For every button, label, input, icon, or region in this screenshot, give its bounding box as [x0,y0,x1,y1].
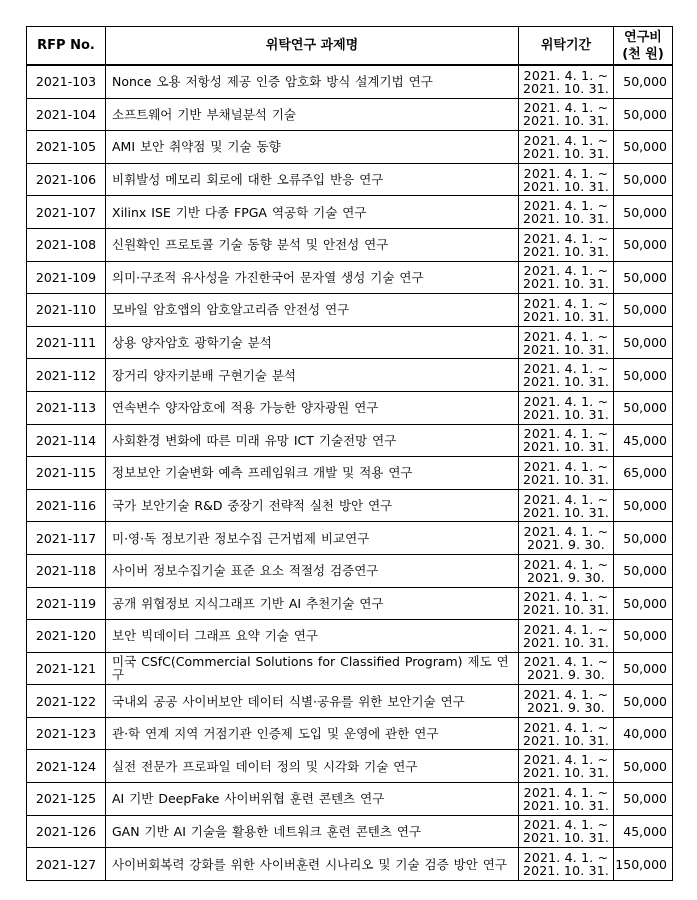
budget-value: 50,000 [614,652,673,685]
table-row [27,848,673,881]
period-start: 2021. 4. 1. ~ [523,719,609,735]
research-period [519,685,614,718]
rfp-number: 2021-119 [27,587,106,620]
rfp-number: 2021-117 [27,522,106,555]
table-row [27,228,673,261]
rfp-number: 2021-104 [27,98,106,131]
table-row [27,359,673,392]
period-end: 2021. 10. 31. [522,243,610,259]
rfp-number: 2021-127 [27,848,106,881]
header-budget-line1: 연구비 [624,29,662,45]
project-title: 국가 보안기술 R&D 중장기 전략적 실천 방안 연구 [106,489,519,522]
rfp-number: 2021-107 [27,196,106,229]
period-start: 2021. 4. 1. ~ [523,295,609,311]
period-end: 2021. 10. 31. [522,308,610,324]
budget-value: 50,000 [614,620,673,653]
project-title: 신원확인 프로토콜 기술 동향 분석 및 안전성 연구 [106,228,519,261]
project-title: 의미·구조적 유사성을 가진한국어 문자열 생성 기술 연구 [106,261,519,294]
table-row [27,815,673,848]
research-period [519,294,614,327]
period-end: 2021. 10. 31. [522,113,610,129]
project-title: Xilinx ISE 기반 다종 FPGA 역공학 기술 연구 [106,196,519,229]
project-title: 상용 양자암호 광학기술 분석 [106,326,519,359]
rfp-number: 2021-112 [27,359,106,392]
period-end: 2021. 10. 31. [522,765,610,781]
period-end: 2021. 10. 31. [522,732,610,748]
rfp-number: 2021-124 [27,750,106,783]
project-title: 실전 전문가 프로파일 데이터 정의 및 시각화 기술 연구 [106,750,519,783]
budget-value: 50,000 [614,391,673,424]
research-period [519,391,614,424]
table-row [27,424,673,457]
header-budget-line2: (천 원) [622,46,664,62]
budget-value: 50,000 [614,489,673,522]
research-period [519,424,614,457]
period-end: 2021. 10. 31. [522,341,610,357]
research-period [519,783,614,816]
period-end: 2021. 10. 31. [522,439,610,455]
table-row [27,131,673,164]
rfp-number: 2021-103 [27,65,106,98]
project-title: 사이버회복력 강화를 위한 사이버훈련 시나리오 및 기술 검증 방안 연구 [106,848,519,881]
table-row [27,783,673,816]
rfp-number: 2021-123 [27,717,106,750]
period-start: 2021. 4. 1. ~ [523,524,609,540]
budget-value: 50,000 [614,261,673,294]
table-row [27,326,673,359]
period-end: 2021. 10. 31. [522,634,610,650]
research-period [519,228,614,261]
header-title: 위탁연구 과제명 [106,27,519,66]
period-start: 2021. 4. 1. ~ [523,426,609,442]
period-start: 2021. 4. 1. ~ [523,654,609,670]
research-period [519,717,614,750]
research-period [519,98,614,131]
table-row [27,489,673,522]
table-row [27,587,673,620]
period-end: 2021. 9. 30. [527,569,605,585]
budget-value: 50,000 [614,294,673,327]
period-start: 2021. 4. 1. ~ [523,589,609,605]
period-start: 2021. 4. 1. ~ [523,230,609,246]
period-start: 2021. 4. 1. ~ [523,132,609,148]
project-title: 사이버 정보수집기술 표준 요소 적절성 검증연구 [106,554,519,587]
period-end: 2021. 10. 31. [522,80,610,96]
rfp-number: 2021-105 [27,131,106,164]
period-end: 2021. 10. 31. [522,374,610,390]
period-start: 2021. 4. 1. ~ [523,556,609,572]
rfp-number: 2021-108 [27,228,106,261]
period-start: 2021. 4. 1. ~ [523,393,609,409]
table-row [27,620,673,653]
research-period [519,652,614,685]
research-period [519,65,614,98]
budget-value: 45,000 [614,815,673,848]
budget-value: 50,000 [614,750,673,783]
rfp-table [26,26,673,881]
table-row [27,554,673,587]
period-end: 2021. 9. 30. [527,537,605,553]
period-start: 2021. 4. 1. ~ [523,458,609,474]
table-row [27,652,673,685]
period-start: 2021. 4. 1. ~ [523,100,609,116]
project-title: 모바일 암호앱의 암호알고리즘 안전성 연구 [106,294,519,327]
project-title: 연속변수 양자암호에 적용 가능한 양자광원 연구 [106,391,519,424]
budget-value: 50,000 [614,587,673,620]
period-end: 2021. 10. 31. [522,830,610,846]
period-start: 2021. 4. 1. ~ [523,67,609,83]
research-period [519,261,614,294]
table-row [27,685,673,718]
rfp-number: 2021-109 [27,261,106,294]
period-end: 2021. 9. 30. [527,700,605,716]
research-period [519,163,614,196]
period-start: 2021. 4. 1. ~ [523,491,609,507]
project-title: AI 기반 DeepFake 사이버위협 훈련 콘텐츠 연구 [106,783,519,816]
period-start: 2021. 4. 1. ~ [523,328,609,344]
research-period [519,457,614,490]
table-row [27,163,673,196]
table-row [27,391,673,424]
budget-value: 50,000 [614,228,673,261]
project-title: Nonce 오용 저항성 제공 인증 암호화 방식 설계기법 연구 [106,65,519,98]
rfp-number: 2021-113 [27,391,106,424]
period-end: 2021. 10. 31. [522,863,610,879]
rfp-number: 2021-116 [27,489,106,522]
table-row [27,261,673,294]
research-period [519,522,614,555]
period-end: 2021. 10. 31. [522,178,610,194]
period-start: 2021. 4. 1. ~ [523,198,609,214]
project-title: 공개 위협정보 지식그래프 기반 AI 추천기술 연구 [106,587,519,620]
research-period [519,489,614,522]
research-period [519,196,614,229]
table-row [27,457,673,490]
research-period [519,815,614,848]
header-budget [614,27,673,66]
table-row [27,294,673,327]
rfp-number: 2021-115 [27,457,106,490]
period-start: 2021. 4. 1. ~ [523,817,609,833]
budget-value: 50,000 [614,196,673,229]
period-end: 2021. 10. 31. [522,504,610,520]
period-start: 2021. 4. 1. ~ [523,687,609,703]
header-rfp-no: RFP No. [27,27,106,66]
rfp-number: 2021-111 [27,326,106,359]
period-end: 2021. 10. 31. [522,471,610,487]
table-row [27,196,673,229]
budget-value: 40,000 [614,717,673,750]
period-start: 2021. 4. 1. ~ [523,165,609,181]
period-end: 2021. 10. 31. [522,211,610,227]
budget-value: 50,000 [614,131,673,164]
rfp-number: 2021-106 [27,163,106,196]
period-end: 2021. 10. 31. [522,797,610,813]
rfp-number: 2021-122 [27,685,106,718]
table-row [27,750,673,783]
research-period [519,848,614,881]
rfp-number: 2021-120 [27,620,106,653]
period-start: 2021. 4. 1. ~ [523,850,609,866]
project-title: 국내외 공공 사이버보안 데이터 식별·공유를 위한 보안기술 연구 [106,685,519,718]
rfp-number: 2021-126 [27,815,106,848]
period-end: 2021. 10. 31. [522,145,610,161]
budget-value: 50,000 [614,326,673,359]
rfp-number: 2021-118 [27,554,106,587]
budget-value: 50,000 [614,554,673,587]
budget-value: 50,000 [614,522,673,555]
research-period [519,359,614,392]
budget-value: 45,000 [614,424,673,457]
project-title: 사회환경 변화에 따른 미래 유망 ICT 기술전망 연구 [106,424,519,457]
period-end: 2021. 10. 31. [522,276,610,292]
project-title: 보안 빅데이터 그래프 요약 기술 연구 [106,620,519,653]
period-start: 2021. 4. 1. ~ [523,361,609,377]
project-title: 장거리 양자키분배 구현기술 분석 [106,359,519,392]
budget-value: 50,000 [614,163,673,196]
rfp-number: 2021-121 [27,652,106,685]
header-period: 위탁기간 [519,27,614,66]
period-start: 2021. 4. 1. ~ [523,784,609,800]
table-row [27,717,673,750]
table-row [27,98,673,131]
research-period [519,131,614,164]
project-title: AMI 보안 취약점 및 기술 동향 [106,131,519,164]
period-start: 2021. 4. 1. ~ [523,752,609,768]
project-title: 비휘발성 메모리 회로에 대한 오류주입 반응 연구 [106,163,519,196]
budget-value: 50,000 [614,783,673,816]
research-period [519,554,614,587]
period-end: 2021. 10. 31. [522,406,610,422]
budget-value: 65,000 [614,457,673,490]
research-period [519,587,614,620]
budget-value: 50,000 [614,98,673,131]
period-start: 2021. 4. 1. ~ [523,621,609,637]
budget-value: 150,000 [614,848,673,881]
table-row [27,522,673,555]
rfp-number: 2021-114 [27,424,106,457]
budget-value: 50,000 [614,685,673,718]
project-title: 정보보안 기술변화 예측 프레임워크 개발 및 적용 연구 [106,457,519,490]
project-title: 소프트웨어 기반 부채널분석 기술 [106,98,519,131]
research-period [519,750,614,783]
header-row [27,27,673,66]
rfp-number: 2021-125 [27,783,106,816]
period-start: 2021. 4. 1. ~ [523,263,609,279]
period-end: 2021. 10. 31. [522,602,610,618]
budget-value: 50,000 [614,359,673,392]
budget-value: 50,000 [614,65,673,98]
project-title: GAN 기반 AI 기술을 활용한 네트워크 훈련 콘텐츠 연구 [106,815,519,848]
project-title: 미·영·독 정보기관 정보수집 근거법제 비교연구 [106,522,519,555]
period-end: 2021. 9. 30. [527,667,605,683]
research-period [519,620,614,653]
table-row [27,65,673,98]
project-title: 미국 CSfC(Commercial Solutions for Classified Program) 제도 연구 [106,652,519,685]
research-period [519,326,614,359]
project-title: 관·학 연계 지역 거점기관 인증제 도입 및 운영에 관한 연구 [106,717,519,750]
rfp-number: 2021-110 [27,294,106,327]
